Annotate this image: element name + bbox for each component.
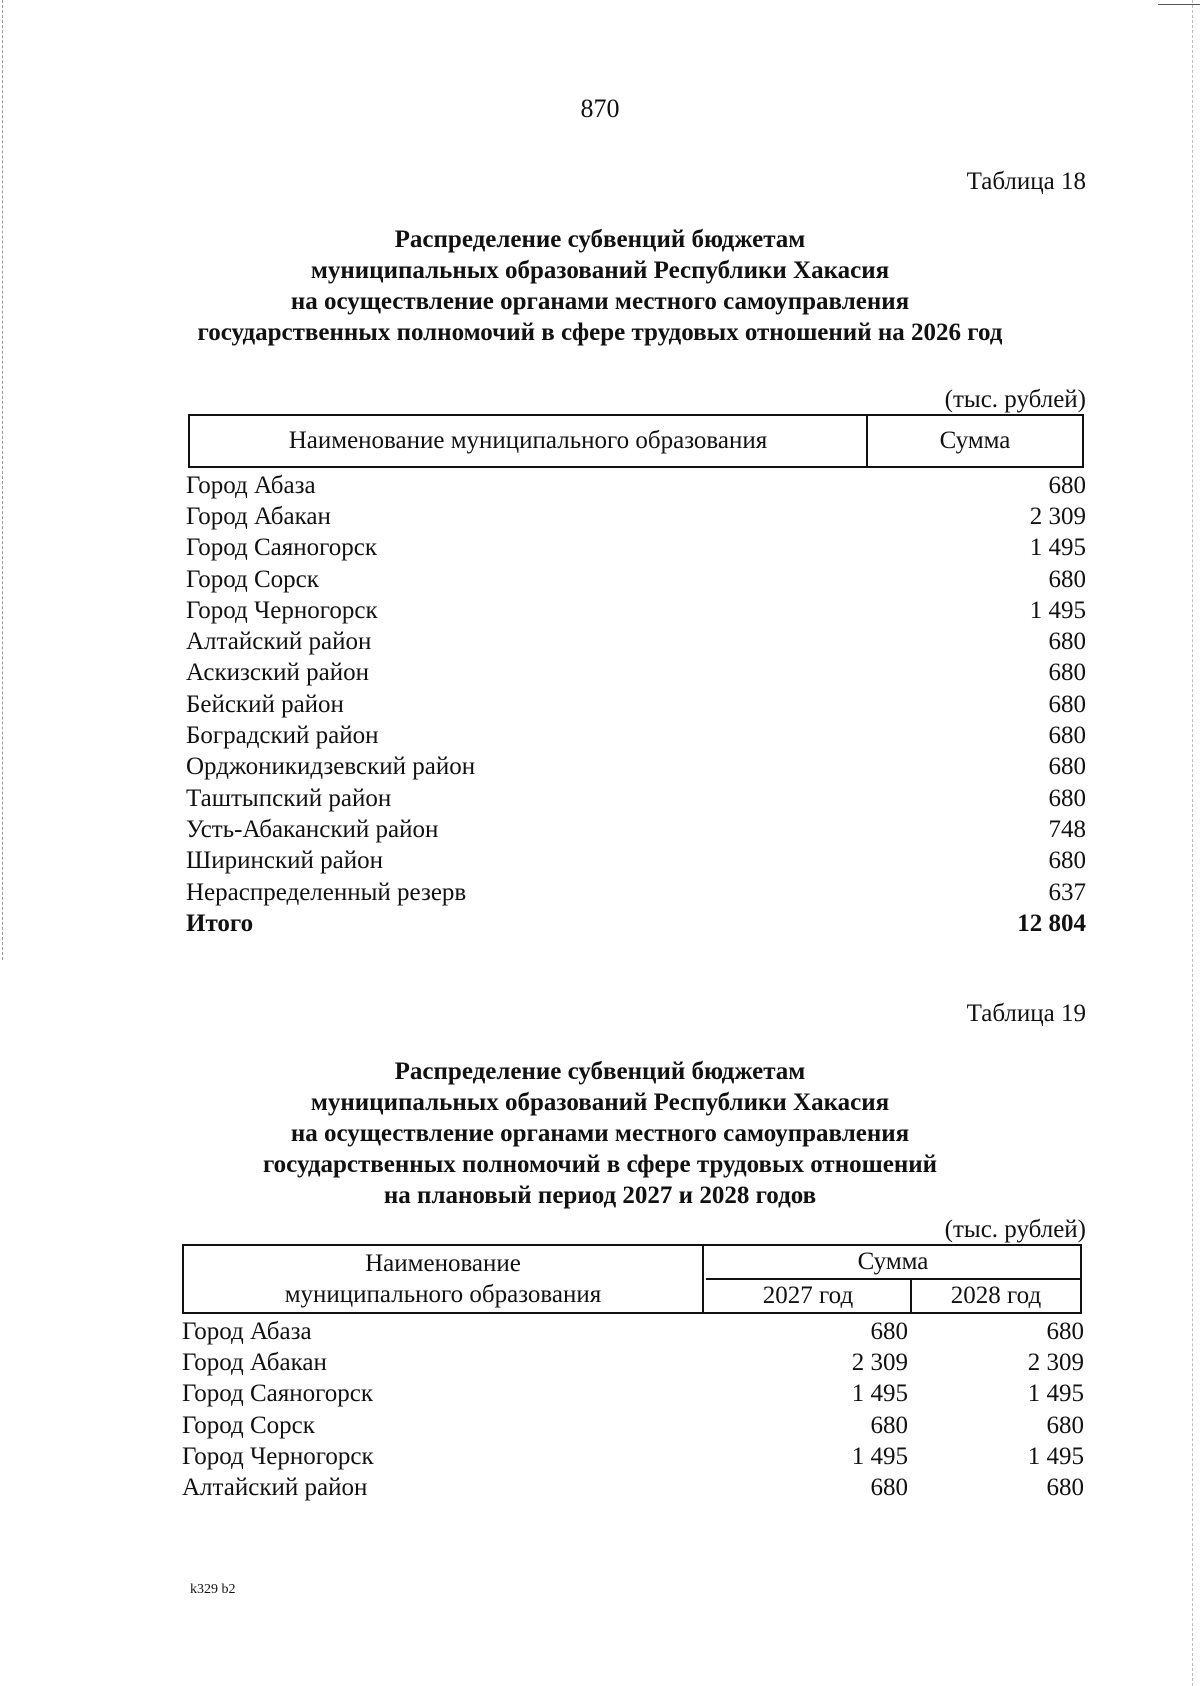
table-row — [182, 1316, 1084, 1347]
row-value: 680 — [1048, 784, 1086, 812]
table-row — [186, 877, 1086, 908]
title-line: Распределение субвенций бюджетам — [394, 1058, 806, 1085]
header-name-column: Наименование муниципального образования — [190, 416, 868, 466]
table-18-label: Таблица 18 — [966, 168, 1086, 195]
row-value-2027: 680 — [870, 1317, 908, 1345]
table-row — [182, 1379, 1084, 1410]
table-row — [186, 846, 1086, 877]
row-name: Город Саяногорск — [186, 534, 378, 562]
row-name: Усть-Абаканский район — [186, 815, 439, 843]
title-line: муниципальных образований Республики Хакасия — [310, 257, 890, 284]
row-value: 680 — [1048, 753, 1086, 781]
header-sum-column: Сумма — [939, 427, 1011, 454]
row-value: 1 495 — [1029, 596, 1086, 624]
row-value-2028: 680 — [1046, 1474, 1084, 1502]
title-line: Распределение субвенций бюджетам — [394, 226, 806, 253]
footer-code: k329 b2 — [190, 1582, 236, 1597]
row-value-2027: 2 309 — [851, 1348, 908, 1376]
row-value-2027: 1 495 — [851, 1380, 908, 1408]
table-row — [186, 533, 1086, 564]
table-row — [186, 689, 1086, 720]
row-name: Город Черногорск — [182, 1442, 374, 1470]
row-name: Нераспределенный резерв — [186, 878, 467, 906]
row-name: Город Абаза — [182, 1317, 312, 1345]
table-row — [186, 595, 1086, 626]
row-name: Город Абаза — [186, 471, 316, 499]
table-row — [186, 814, 1086, 845]
scan-edge-left — [2, 0, 4, 960]
table-row — [182, 1472, 1084, 1503]
table-18-header — [188, 414, 1084, 468]
row-name: Бейский район — [186, 690, 344, 718]
row-value: 637 — [1048, 878, 1086, 906]
row-value: 680 — [1048, 628, 1086, 656]
row-value: 680 — [1048, 659, 1086, 687]
row-value-2027: 680 — [870, 1411, 908, 1439]
table-row — [186, 720, 1086, 751]
header-year-2028: 2028 год — [950, 1282, 1042, 1309]
table-row — [186, 626, 1086, 657]
row-value: 1 495 — [1029, 534, 1086, 562]
table-19-unit: (тыс. рублей) — [944, 1216, 1086, 1243]
table-row — [186, 501, 1086, 532]
row-value-2027: 1 495 — [851, 1442, 908, 1470]
table-18-title — [0, 224, 1200, 348]
table-19-label: Таблица 19 — [966, 1000, 1086, 1027]
row-value: 680 — [1048, 722, 1086, 750]
title-line: государственных полномочий в сфере трудовых отношений — [262, 1151, 938, 1178]
row-value: 680 — [1048, 565, 1086, 593]
row-name: Ширинский район — [186, 847, 383, 875]
table-row — [186, 564, 1086, 595]
row-name: Алтайский район — [186, 628, 372, 656]
table-18-unit: (тыс. рублей) — [944, 386, 1086, 413]
table-row — [186, 658, 1086, 689]
scan-edge-top — [1158, 4, 1200, 6]
table-19-header — [182, 1244, 1082, 1314]
header-name-line: Наименование — [365, 1250, 521, 1277]
row-value-2028: 1 495 — [1027, 1442, 1084, 1470]
title-line: на осуществление органами местного самоуправления — [290, 1120, 910, 1147]
title-line: муниципальных образований Республики Хакасия — [310, 1089, 890, 1116]
row-name: Город Абакан — [186, 502, 331, 530]
title-line: государственных полномочий в сфере трудовых отношений на 2026 год — [197, 319, 1003, 346]
table-row — [182, 1347, 1084, 1378]
total-row — [186, 908, 1086, 939]
table-row — [186, 752, 1086, 783]
header-sum-column: Сумма — [706, 1246, 1080, 1280]
table-19-body — [182, 1316, 1084, 1504]
page-number: 870 — [580, 94, 620, 123]
table-18-body — [186, 470, 1086, 939]
row-name: Город Черногорск — [186, 596, 378, 624]
row-name: Город Абакан — [182, 1348, 327, 1376]
table-row — [182, 1441, 1084, 1472]
row-name: Орджоникидзевский район — [186, 753, 476, 781]
table-19-title — [0, 1056, 1200, 1211]
row-name: Аскизский район — [186, 659, 370, 687]
header-name-line: муниципального образования — [284, 1281, 602, 1308]
row-value: 680 — [1048, 847, 1086, 875]
row-value: 748 — [1048, 815, 1086, 843]
row-value-2027: 680 — [870, 1474, 908, 1502]
row-value-2028: 680 — [1046, 1411, 1084, 1439]
header-name-column — [184, 1246, 704, 1312]
row-name: Город Сорск — [186, 565, 319, 593]
table-row — [186, 783, 1086, 814]
total-value: 12 804 — [1017, 909, 1086, 937]
title-line: на осуществление органами местного самоуправления — [290, 288, 910, 315]
total-label: Итого — [186, 909, 254, 937]
title-line: на плановый период 2027 и 2028 годов — [383, 1182, 817, 1209]
table-row — [182, 1410, 1084, 1441]
header-year-2027: 2027 год — [706, 1280, 912, 1312]
row-value-2028: 2 309 — [1027, 1348, 1084, 1376]
row-name: Алтайский район — [182, 1474, 368, 1502]
row-value: 680 — [1048, 690, 1086, 718]
row-value: 680 — [1048, 471, 1086, 499]
row-value-2028: 680 — [1046, 1317, 1084, 1345]
row-name: Боградский район — [186, 722, 379, 750]
row-value-2028: 1 495 — [1027, 1380, 1084, 1408]
row-value: 2 309 — [1029, 502, 1086, 530]
row-name: Город Саяногорск — [182, 1380, 374, 1408]
row-name: Таштыпский район — [186, 784, 392, 812]
table-row — [186, 470, 1086, 501]
row-name: Город Сорск — [182, 1411, 315, 1439]
